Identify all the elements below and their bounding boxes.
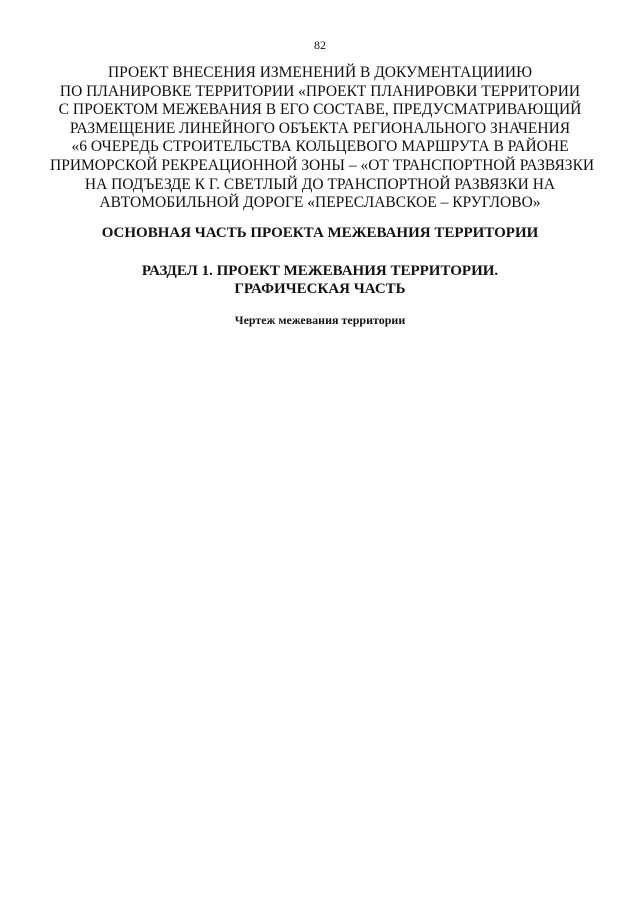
- title-line: «6 ОЧЕРЕДЬ СТРОИТЕЛЬСТВА КОЛЬЦЕВОГО МАРШРУТА В РАЙОНЕ: [71, 138, 569, 156]
- section-heading-line: РАЗДЕЛ 1. ПРОЕКТ МЕЖЕВАНИЯ ТЕРРИТОРИИ.: [141, 263, 499, 279]
- drawing-caption: Чертеж межевания территории: [234, 313, 406, 327]
- section-heading-line: ГРАФИЧЕСКАЯ ЧАСТЬ: [234, 281, 406, 297]
- title-line: ПО ПЛАНИРОВКЕ ТЕРРИТОРИИ «ПРОЕКТ ПЛАНИРОВКИ ТЕРРИТОРИИ: [59, 82, 581, 100]
- main-heading: ОСНОВНАЯ ЧАСТЬ ПРОЕКТА МЕЖЕВАНИЯ ТЕРРИТОРИИ: [101, 225, 539, 241]
- section-heading: [0, 262, 640, 298]
- title-line: С ПРОЕКТОМ МЕЖЕВАНИЯ В ЕГО СОСТАВЕ, ПРЕДУСМАТРИВАЮЩИЙ: [58, 101, 582, 119]
- document-title: [50, 64, 595, 213]
- title-line: РАЗМЕЩЕНИЕ ЛИНЕЙНОГО ОБЪЕКТА РЕГИОНАЛЬНОГО ЗНАЧЕНИЯ: [69, 119, 571, 137]
- title-line: ПРИМОРСКОЙ РЕКРЕАЦИОННОЙ ЗОНЫ – «ОТ ТРАНСПОРТНОЙ РАЗВЯЗКИ: [50, 156, 595, 174]
- title-line: НА ПОДЪЕЗДЕ К Г. СВЕТЛЫЙ ДО ТРАНСПОРТНОЙ РАЗВЯЗКИ НА: [84, 175, 556, 193]
- title-line: АВТОМОБИЛЬНОЙ ДОРОГЕ «ПЕРЕСЛАВСКОЕ – КРУГЛОВО»: [99, 194, 541, 212]
- page-number: 82: [314, 38, 326, 52]
- title-line: ПРОЕКТ ВНЕСЕНИЯ ИЗМЕНЕНИЙ В ДОКУМЕНТАЦИИИЮ: [107, 64, 533, 81]
